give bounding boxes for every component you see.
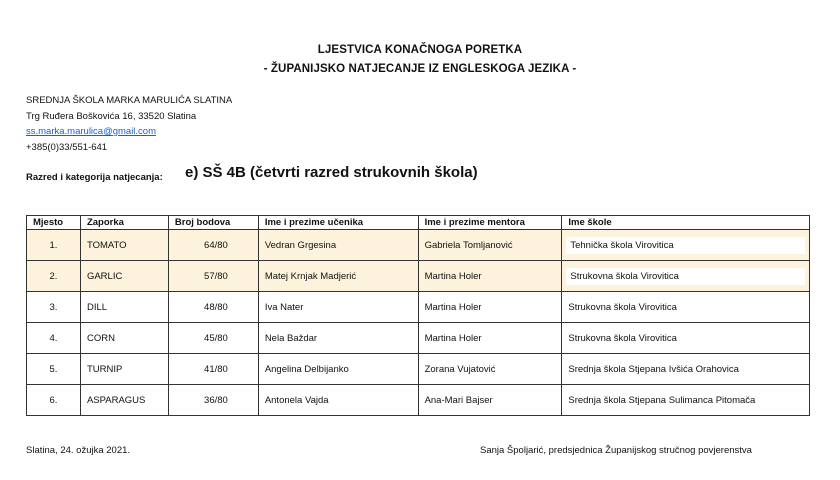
document-subtitle: - ŽUPANIJSKO NATJECANJE IZ ENGLESKOGA JEZIKA -	[263, 63, 577, 75]
cell-code: ASPARAGUS	[80, 385, 168, 416]
cell-school: Srednja škola Stjepana Sulimanca Pitomača	[562, 385, 810, 416]
table-row	[27, 354, 810, 385]
cell-school: Strukovna škola Virovitica	[562, 292, 810, 323]
cell-points: 45/80	[168, 323, 258, 354]
header-code: Zaporka	[80, 216, 168, 230]
table-row	[27, 261, 810, 292]
cell-student: Vedran Grgesina	[258, 230, 418, 261]
header-school: Ime škole	[562, 216, 810, 230]
cell-mentor: Martina Holer	[418, 261, 562, 292]
cell-mentor: Zorana Vujatović	[418, 354, 562, 385]
cell-code: TURNIP	[80, 354, 168, 385]
cell-place: 5.	[27, 354, 81, 385]
school-address-block	[26, 93, 232, 155]
cell-mentor: Martina Holer	[418, 323, 562, 354]
cell-mentor: Ana-Mari Bajser	[418, 385, 562, 416]
table-row	[27, 292, 810, 323]
cell-student: Matej Krnjak Madjerić	[258, 261, 418, 292]
document-title: LJESTVICA KONAČNOGA PORETKA	[317, 44, 523, 56]
cell-mentor: Gabriela Tomljanović	[418, 230, 562, 261]
school-phone: +385(0)33/551-641	[26, 141, 108, 153]
cell-school: Srednja škola Stjepana Ivšića Orahovica	[562, 354, 810, 385]
cell-mentor: Martina Holer	[418, 292, 562, 323]
table-row	[27, 323, 810, 354]
cell-code: GARLIC	[80, 261, 168, 292]
cell-code: CORN	[80, 323, 168, 354]
school-address: Trg Ruđera Boškovića 16, 33520 Slatina	[26, 110, 197, 122]
cell-place: 3.	[27, 292, 81, 323]
cell-points: 36/80	[168, 385, 258, 416]
cell-student: Antonela Vajda	[258, 385, 418, 416]
footer-signature: Sanja Špoljarić, predsjednica Županijskog stručnog povjerenstva	[480, 445, 752, 456]
table-row	[27, 385, 810, 416]
cell-place: 4.	[27, 323, 81, 354]
cell-points: 57/80	[168, 261, 258, 292]
cell-school-text: Strukovna škola Virovitica	[566, 268, 805, 285]
cell-code: TOMATO	[80, 230, 168, 261]
footer-place-date: Slatina, 24. ožujka 2021.	[26, 445, 131, 456]
cell-points: 64/80	[168, 230, 258, 261]
table-header-row	[27, 216, 810, 230]
cell-student: Angelina Delbijanko	[258, 354, 418, 385]
cell-student: Nela Baždar	[258, 323, 418, 354]
header-student: Ime i prezime učenika	[258, 216, 418, 230]
cell-points: 41/80	[168, 354, 258, 385]
cell-code: DILL	[80, 292, 168, 323]
results-table	[26, 215, 810, 416]
cell-school-text: Tehnička škola Virovitica	[566, 237, 805, 254]
header-points: Broj bodova	[168, 216, 258, 230]
category-value: e) SŠ 4B (četvrti razred strukovnih škola)	[185, 164, 478, 181]
header-place: Mjesto	[27, 216, 81, 230]
cell-student: Iva Nater	[258, 292, 418, 323]
cell-school: Strukovna škola Virovitica	[562, 323, 810, 354]
cell-place: 1.	[27, 230, 81, 261]
cell-school	[562, 230, 810, 261]
header-mentor: Ime i prezime mentora	[418, 216, 562, 230]
cell-place: 6.	[27, 385, 81, 416]
cell-points: 48/80	[168, 292, 258, 323]
cell-school	[562, 261, 810, 292]
category-label: Razred i kategorija natjecanja:	[26, 172, 163, 183]
school-name: SREDNJA ŠKOLA MARKA MARULIĆA SLATINA	[26, 95, 233, 106]
table-row	[27, 230, 810, 261]
cell-place: 2.	[27, 261, 81, 292]
school-email-link[interactable]: ss.marka.marulica@gmail.com	[26, 126, 157, 137]
